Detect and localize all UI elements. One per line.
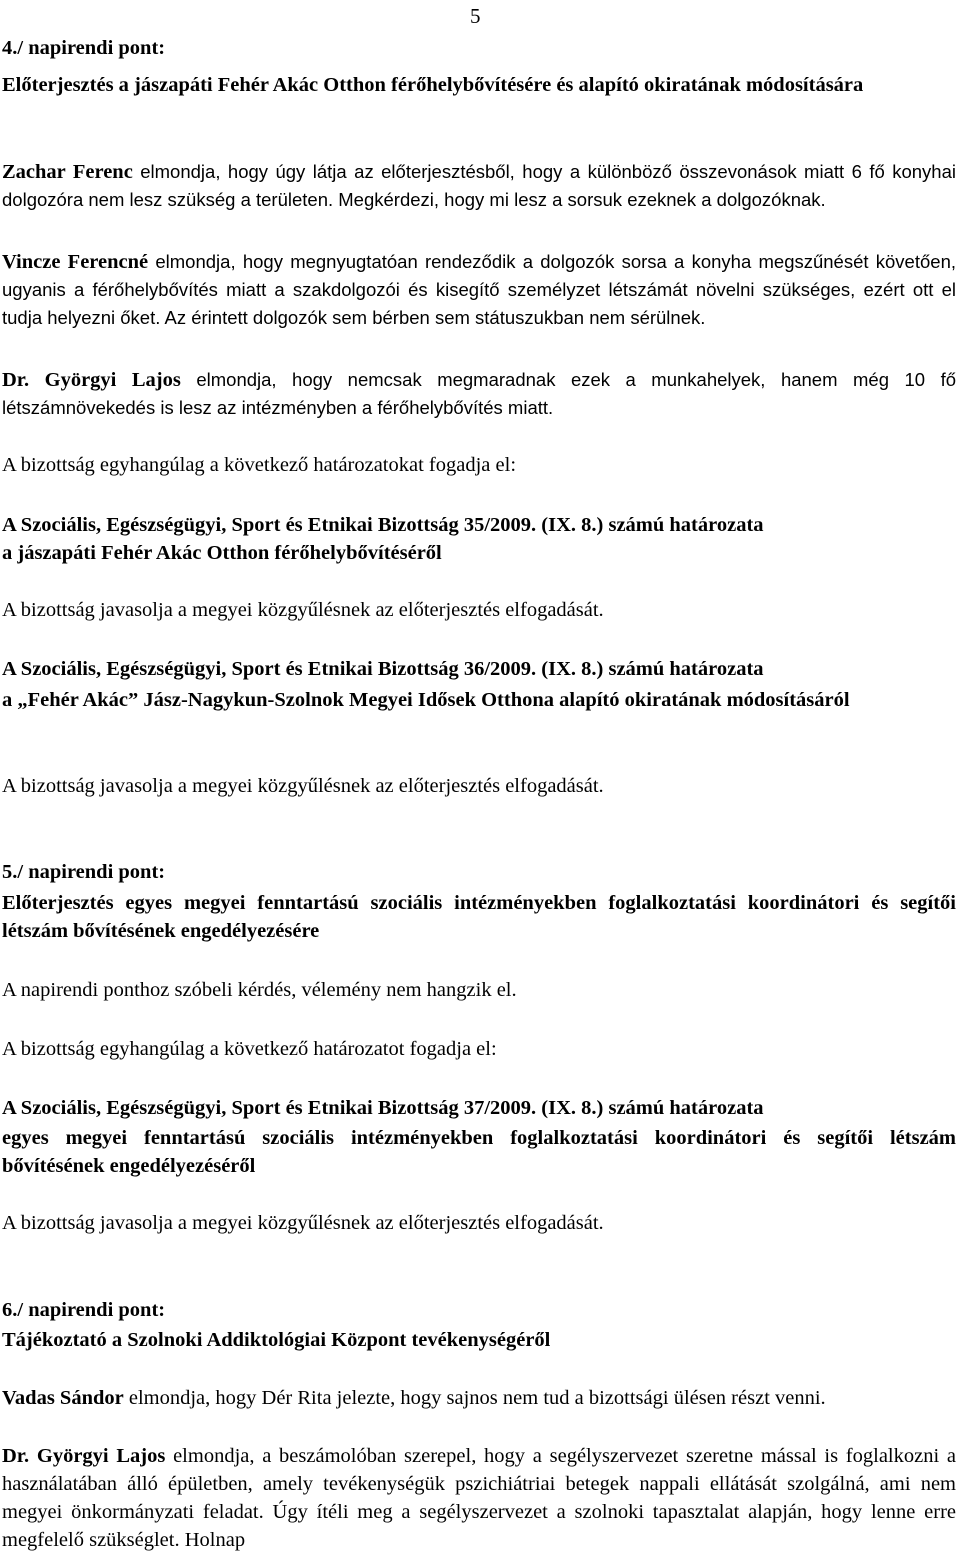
speech-text: elmondja, hogy megnyugtatóan rendeződik a dolgozók sorsa a konyha megszűnését követően, ugyanis a férőhelybővítés miatt a szakdolgozói és kisegítő személyzet létszámát növelni szükséges, ezért ott el tudja helyezni őket. Az érintett dolgozók sem bérben sem státuszukban nem sérülnek. (2, 251, 956, 328)
resolution-36-subject: a „Fehér Akác” Jász-Nagykun-Szolnok Megyei Idősek Otthona alapító okiratának módosításáról (2, 689, 850, 711)
speech-text: elmondja, hogy Dér Rita jelezte, hogy sajnos nem tud a bizottsági ülésen részt venni. (123, 1387, 826, 1409)
speaker-name: Vadas Sándor (2, 1387, 124, 1409)
item4-para3 (2, 366, 956, 422)
item4-title: Előterjesztés a jászapáti Fehér Akác Otthon férőhelybővítésére és alapító okiratának módosítására (2, 74, 864, 96)
item6-para1 (2, 1384, 956, 1412)
resolution-36-title: A Szociális, Egészségügyi, Sport és Etnikai Bizottság 36/2009. (IX. 8.) számú határozata (2, 658, 764, 680)
item5-title: Előterjesztés egyes megyei fenntartású szociális intézményekben foglalkoztatási koordinátori és segítői létszám bővítésének engedélyezésére (2, 892, 956, 942)
speech-text: elmondja, hogy nemcsak megmaradnak ezek a munkahelyek, hanem még 10 fő létszámnövekedés is lesz az intézményben a férőhelybővítés miatt. (2, 369, 956, 418)
resolution-37-title: A Szociális, Egészségügyi, Sport és Etnikai Bizottság 37/2009. (IX. 8.) számú határozata (2, 1097, 764, 1119)
item4-heading: 4./ napirendi pont: (2, 37, 166, 59)
page-number: 5 (470, 4, 481, 28)
speaker-name: Zachar Ferenc (2, 161, 133, 183)
resolution-35-title: A Szociális, Egészségügyi, Sport és Etnikai Bizottság 35/2009. (IX. 8.) számú határozata (2, 514, 764, 536)
item4-para1 (2, 158, 956, 214)
speaker-name: Vincze Ferencné (2, 251, 149, 273)
speech-text: elmondja, hogy úgy látja az előterjesztésből, hogy a különböző összevonások miatt 6 fő konyhai dolgozóra nem lesz szükség a területen. Megkérdezi, hogy mi lesz a sorsuk ezeknek a dolgozóknak. (2, 161, 956, 210)
item4-para2 (2, 248, 956, 332)
resolution-35-subject: a jászapáti Fehér Akác Otthon férőhelybővítéséről (2, 542, 442, 564)
item5-no-question: A napirendi ponthoz szóbeli kérdés, vélemény nem hangzik el. (2, 979, 517, 1001)
item5-committee-line: A bizottság egyhangúlag a következő határozatot fogadja el: (2, 1038, 497, 1060)
item5-heading: 5./ napirendi pont: (2, 861, 166, 883)
item6-title: Tájékoztató a Szolnoki Addiktológiai Központ tevékenységéről (2, 1329, 551, 1351)
speaker-name: Dr. Györgyi Lajos (2, 1445, 166, 1467)
resolution-37-subject: egyes megyei fenntartású szociális intézményekben foglalkoztatási koordinátori és segítői létszám bővítésének engedélyezéséről (2, 1127, 956, 1177)
item6-para2 (2, 1442, 956, 1554)
item4-committee-line: A bizottság egyhangúlag a következő határozatokat fogadja el: (2, 454, 517, 476)
speaker-name: Dr. Györgyi Lajos (2, 369, 181, 391)
resolution-35-text: A bizottság javasolja a megyei közgyűlésnek az előterjesztés elfogadását. (2, 599, 604, 621)
speech-text: elmondja, a beszámolóban szerepel, hogy a segélyszervezet szeretne mással is foglalkozni a használatában álló épületben, amely tevékenységük pszichiátriai betegek nappali ellátását szolgálná, ami nem megyei önkormányzati feladat. Úgy ítéli meg a segélyszervezet a szolnoki tapasztalat alapján, hogy lenne erre megfelelő szükséglet. Holnap (2, 1445, 956, 1551)
resolution-37-text: A bizottság javasolja a megyei közgyűlésnek az előterjesztés elfogadását. (2, 1212, 604, 1234)
resolution-36-text: A bizottság javasolja a megyei közgyűlésnek az előterjesztés elfogadását. (2, 775, 604, 797)
item6-heading: 6./ napirendi pont: (2, 1299, 166, 1321)
